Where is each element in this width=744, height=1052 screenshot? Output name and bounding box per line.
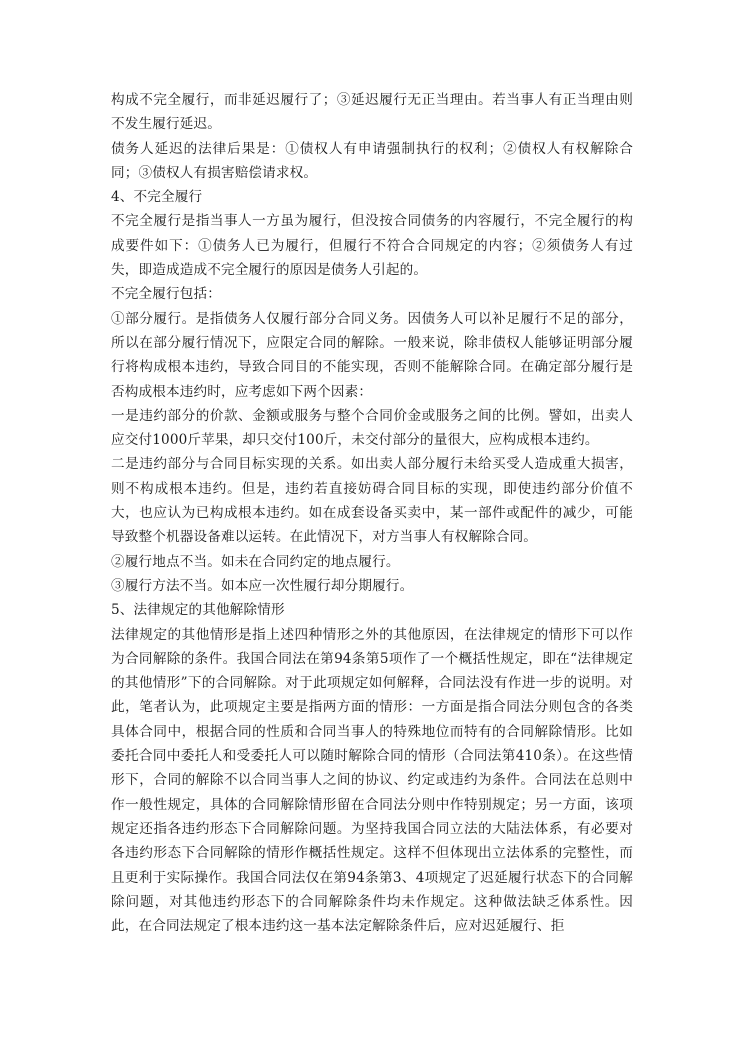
paragraph-3: 不完全履行是指当事人一方虽为履行，但没按合同债务的内容履行，不完全履行的构成要件如下：①债务人已为履行，但履行不符合合同规定的内容；②须债务人有过失，即造成造成不完全履行的原因是债务人引起的。 — [111, 213, 633, 279]
paragraph-7: 二是违约部分与合同目标实现的关系。如出卖人部分履行未给买受人造成重大损害，则不构成根本违约。但是，违约若直接妨碍合同目标的实现，即使违约部分价值不大，也应认为已构成根本违约。如在成套设备买卖中，某一部件或配件的减少，可能导致整个机器设备难以运转。在此情况下，对方当事人有权解除合同。 — [111, 456, 633, 546]
paragraph-1: 构成不完全履行，而非延迟履行了；③延迟履行无正当理由。若当事人有正当理由则不发生履行延迟。 — [111, 92, 633, 133]
paragraph-6: 一是违约部分的价款、金额或服务与整个合同价金或服务之间的比例。譬如，出卖人应交付1000斤苹果，却只交付100斤，未交付部分的量很大，应构成根本违约。 — [111, 407, 633, 449]
paragraph-2: 债务人延迟的法律后果是：①债权人有申请强制执行的权利；②债权人有权解除合同；③债权人有损害赔偿请求权。 — [111, 140, 633, 181]
paragraph-8: ②履行地点不当。如未在合同约定的地点履行。 — [111, 553, 400, 570]
paragraph-9: ③履行方法不当。如本应一次性履行却分期履行。 — [111, 577, 414, 594]
section-heading-5: 5、法律规定的其他解除情形 — [111, 602, 285, 619]
section-heading-4: 4、不完全履行 — [111, 189, 203, 206]
paragraph-4: 不完全履行包括： — [111, 286, 221, 303]
paragraph-5: ①部分履行。是指债务人仅履行部分合同义务。因债务人可以补足履行不足的部分，所以在部分履行情况下，应限定合同的解除。一般来说，除非债权人能够证明部分履行将构成根本违约，导致合同目的不能实现，否则不能解除合同。在确定部分履行是否构成根本违约时，应考虑如下两个因素： — [111, 310, 633, 400]
paragraph-10: 法律规定的其他情形是指上述四种情形之外的其他原因，在法律规定的情形下可以作为合同解除的条件。我国合同法在第94条第5项作了一个概括性规定，即在“法律规定的其他情形”下的合同解除。对于此项规定如何解释，合同法没有作进一步的说明。对此，笔者认为，此项规定主要是指两方面的情形：一方面是指合同法分则包含的各类具体合同中，根据合同的性质和合同当事人的特殊地位而特有的合同解除情形。比如委托合同中委托人和受委托人可以随时解除合同的情形（合同法第410条）。在这些情形下，合同的解除不以合同当事人之间的协议、约定或违约为条件。合同法在总则中作一般性规定，具体的合同解除情形留在合同法分则中作特别规定；另一方面，该项规定还指各违约形态下合同解除问题。为坚持我国合同立法的大陆法体系，有必要对各违约形态下合同解除的情形作概括性规定。这样不但体现出立法体系的完整性，而且更利于实际操作。我国合同法仅在第94条第3、4项规定了迟延履行状态下的合同解除问题，对其他违约形态下的合同解除条件均未作规定。这种做法缺乏体系性。因此，在合同法规定了根本违约这一基本法定解除条件后，应对迟延履行、拒 — [111, 626, 633, 935]
document-page — [111, 88, 633, 938]
